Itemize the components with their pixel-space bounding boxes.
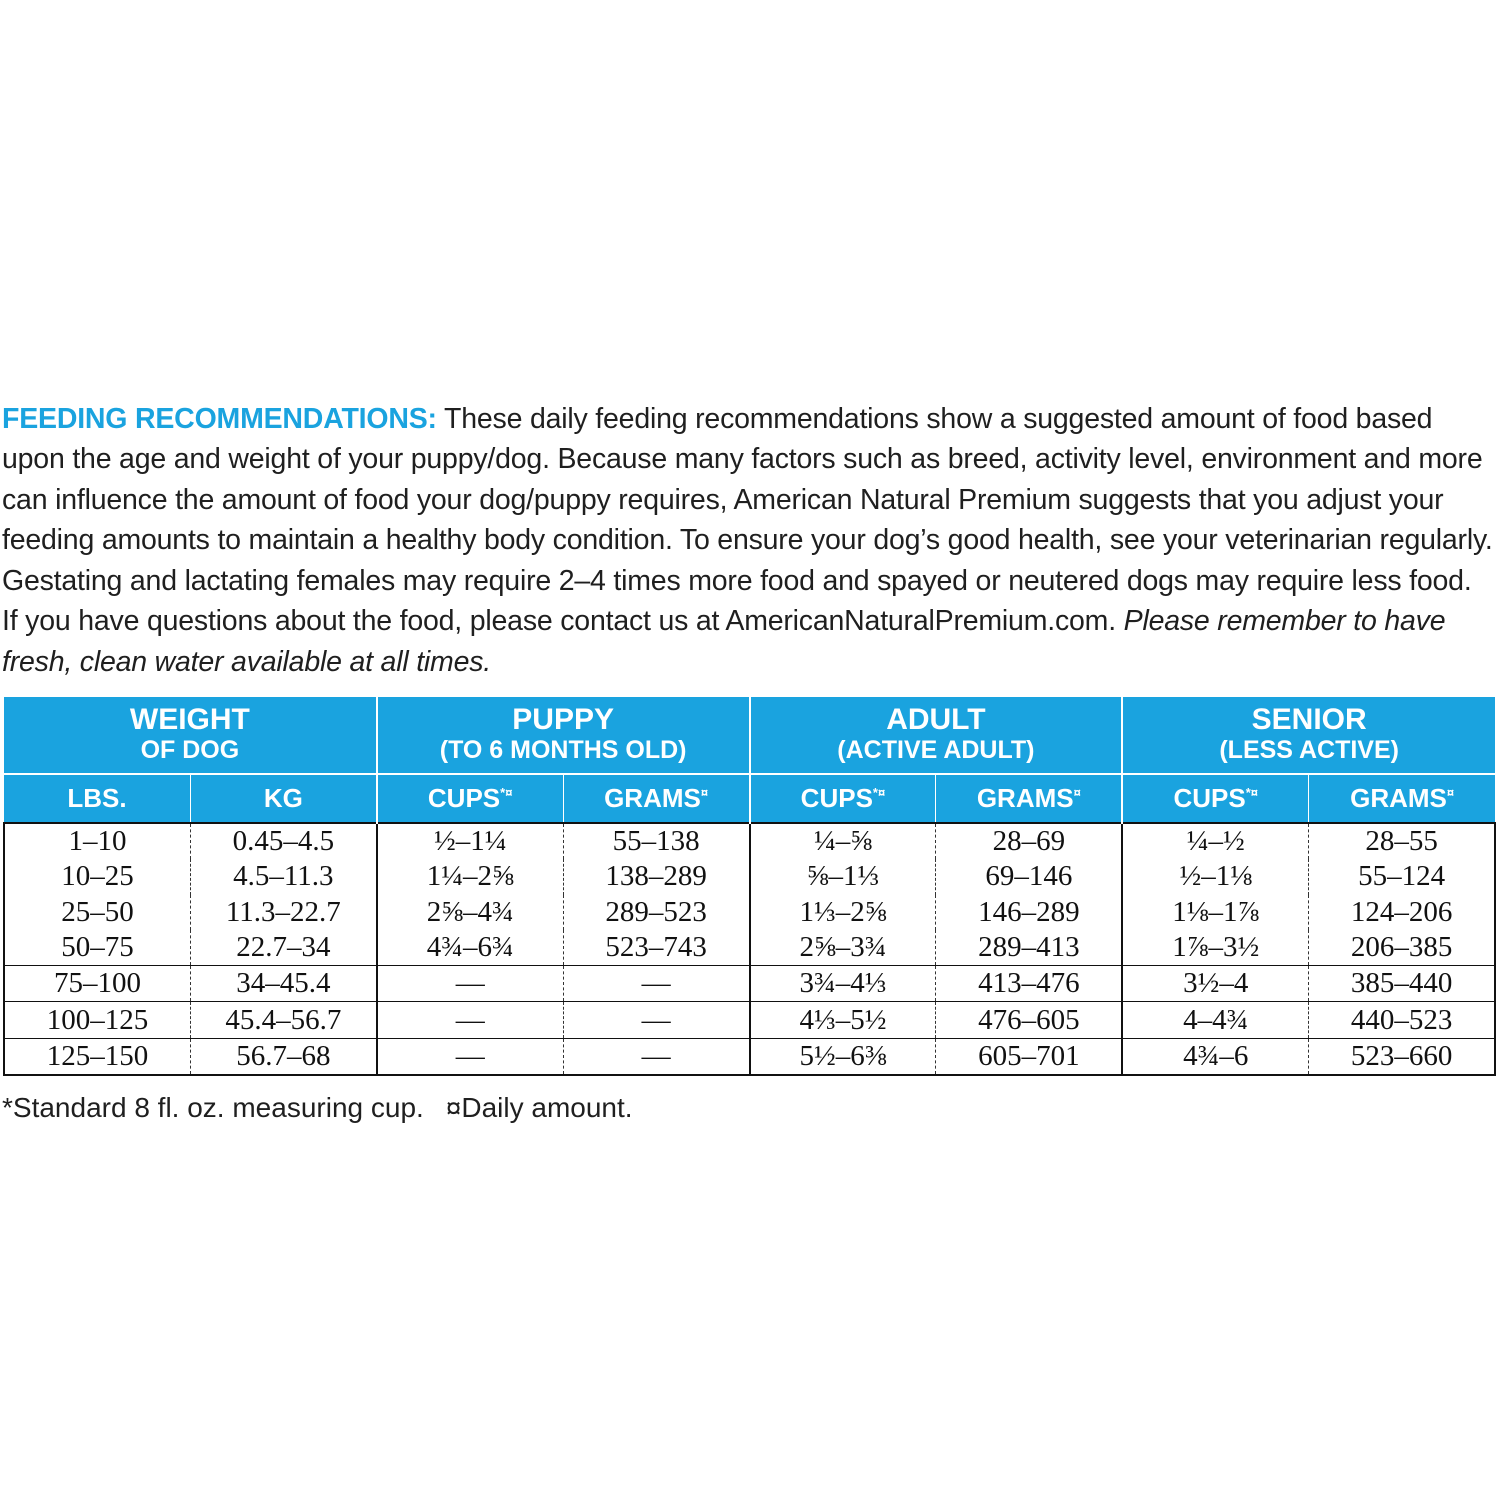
table-cell: 75–100 bbox=[4, 966, 190, 1002]
table-cell: ⅝–1⅓ bbox=[750, 859, 936, 894]
table-cell: — bbox=[377, 1002, 563, 1038]
table-cell: — bbox=[563, 1038, 749, 1075]
column-header-row bbox=[4, 774, 1495, 823]
table-row bbox=[4, 859, 1495, 894]
table-cell: 25–50 bbox=[4, 895, 190, 930]
table-cell: 124–206 bbox=[1309, 895, 1495, 930]
table-cell: 289–413 bbox=[936, 930, 1122, 966]
table-cell: 523–743 bbox=[563, 930, 749, 966]
column-mark: *¤ bbox=[500, 785, 513, 800]
column-header-lbs bbox=[4, 774, 190, 823]
column-header-senior-cups bbox=[1122, 774, 1308, 823]
table-cell: 385–440 bbox=[1309, 966, 1495, 1002]
group-title: SENIOR bbox=[1251, 703, 1367, 736]
feeding-table bbox=[3, 697, 1496, 1076]
table-cell: 605–701 bbox=[936, 1038, 1122, 1075]
group-title: WEIGHT bbox=[129, 703, 250, 736]
cup-footnote: *Standard 8 fl. oz. measuring cup. bbox=[2, 1092, 424, 1123]
column-label: CUPS bbox=[1173, 783, 1246, 813]
table-row bbox=[4, 930, 1495, 966]
table-cell: 100–125 bbox=[4, 1002, 190, 1038]
column-mark: ¤ bbox=[1446, 785, 1455, 800]
column-mark: ¤ bbox=[700, 785, 709, 800]
table-cell: ¼–⅝ bbox=[750, 823, 936, 859]
column-label: GRAMS bbox=[976, 783, 1074, 813]
table-cell: 2⅝–4¾ bbox=[377, 895, 563, 930]
table-cell: 4–4¾ bbox=[1122, 1002, 1308, 1038]
table-cell: 0.45–4.5 bbox=[190, 823, 376, 859]
group-subtitle: (ACTIVE ADULT) bbox=[837, 736, 1035, 764]
table-cell: ½–1¼ bbox=[377, 823, 563, 859]
table-cell: — bbox=[563, 966, 749, 1002]
table-cell: 28–69 bbox=[936, 823, 1122, 859]
table-cell: 4.5–11.3 bbox=[190, 859, 376, 894]
table-cell: 2⅝–3¾ bbox=[750, 930, 936, 966]
column-header-kg bbox=[190, 774, 376, 823]
table-row bbox=[4, 966, 1495, 1002]
table-cell: 34–45.4 bbox=[190, 966, 376, 1002]
table-cell: — bbox=[377, 966, 563, 1002]
table-row bbox=[4, 1002, 1495, 1038]
table-cell: 1¼–2⅝ bbox=[377, 859, 563, 894]
table-cell: 4⅓–5½ bbox=[750, 1002, 936, 1038]
column-mark: *¤ bbox=[1245, 785, 1258, 800]
group-title: PUPPY bbox=[512, 703, 614, 736]
table-cell: 1–10 bbox=[4, 823, 190, 859]
column-label: GRAMS bbox=[604, 783, 701, 813]
table-cell: 146–289 bbox=[936, 895, 1122, 930]
table-cell: 289–523 bbox=[563, 895, 749, 930]
table-cell: 3½–4 bbox=[1122, 966, 1308, 1002]
table-cell: ¼–½ bbox=[1122, 823, 1308, 859]
group-header-row bbox=[4, 697, 1495, 774]
table-body bbox=[4, 823, 1495, 1075]
group-subtitle: (LESS ACTIVE) bbox=[1219, 736, 1399, 764]
table-cell: 1⅓–2⅝ bbox=[750, 895, 936, 930]
column-label: GRAMS bbox=[1350, 783, 1447, 813]
column-header-adult-grams bbox=[936, 774, 1122, 823]
column-label: LBS. bbox=[67, 783, 127, 813]
table-cell: 55–138 bbox=[563, 823, 749, 859]
feeding-body: These daily feeding recommendations show a suggested amount of food based upon the age and weight of your puppy/dog. Because many factors such as breed, activity level, environment and more can influence the amount of food your dog/puppy requires, American Natural Premium suggests that you adjust your feeding amounts to maintain a healthy body condition. To ensure your dog’s good health, see your veterinarian regularly. Gestating and lactating females may require 2–4 times more food and spayed or neutered dogs may require less food. If you have questions about the food, please contact us at AmericanNaturalPremium.com. bbox=[2, 402, 1493, 637]
group-header-puppy bbox=[377, 697, 750, 774]
column-mark: *¤ bbox=[872, 785, 886, 800]
feeding-heading: FEEDING RECOMMENDATIONS: bbox=[2, 402, 437, 435]
group-title: ADULT bbox=[886, 703, 986, 736]
table-cell: 1⅞–3½ bbox=[1122, 930, 1308, 966]
group-header-senior bbox=[1122, 697, 1495, 774]
group-subtitle: (TO 6 MONTHS OLD) bbox=[439, 736, 687, 764]
table-cell: 476–605 bbox=[936, 1002, 1122, 1038]
feeding-intro bbox=[2, 399, 1494, 683]
table-cell: 206–385 bbox=[1309, 930, 1495, 966]
table-cell: 1⅛–1⅞ bbox=[1122, 895, 1308, 930]
column-header-puppy-cups bbox=[377, 774, 563, 823]
table-cell: 4¾–6 bbox=[1122, 1038, 1308, 1075]
footnotes bbox=[2, 1092, 633, 1124]
table-cell: — bbox=[563, 1002, 749, 1038]
table-cell: 125–150 bbox=[4, 1038, 190, 1075]
table-cell: 22.7–34 bbox=[190, 930, 376, 966]
column-label: KG bbox=[263, 783, 303, 813]
table-cell: — bbox=[377, 1038, 563, 1075]
table-cell: 50–75 bbox=[4, 930, 190, 966]
column-header-puppy-grams bbox=[563, 774, 749, 823]
column-label: CUPS bbox=[800, 783, 873, 813]
table-cell: 440–523 bbox=[1309, 1002, 1495, 1038]
table-cell: 69–146 bbox=[936, 859, 1122, 894]
table-cell: 45.4–56.7 bbox=[190, 1002, 376, 1038]
table-cell: 10–25 bbox=[4, 859, 190, 894]
table-cell: ½–1⅛ bbox=[1122, 859, 1308, 894]
group-header-adult bbox=[750, 697, 1123, 774]
column-mark: ¤ bbox=[1073, 785, 1081, 800]
group-subtitle: OF DOG bbox=[140, 736, 240, 764]
column-header-senior-grams bbox=[1309, 774, 1495, 823]
group-header-weight bbox=[4, 697, 377, 774]
table-cell: 55–124 bbox=[1309, 859, 1495, 894]
table-cell: 4¾–6¾ bbox=[377, 930, 563, 966]
table-row bbox=[4, 823, 1495, 859]
column-header-adult-cups bbox=[750, 774, 936, 823]
water-reminder: Please remember to have fresh, clean water available at all times. bbox=[2, 605, 1446, 678]
table-row bbox=[4, 895, 1495, 930]
table-cell: 28–55 bbox=[1309, 823, 1495, 859]
table-cell: 56.7–68 bbox=[190, 1038, 376, 1075]
table-cell: 523–660 bbox=[1309, 1038, 1495, 1075]
table-cell: 413–476 bbox=[936, 966, 1122, 1002]
table-cell: 5½–6⅜ bbox=[750, 1038, 936, 1075]
daily-footnote: ¤Daily amount. bbox=[445, 1092, 633, 1123]
table-row bbox=[4, 1038, 1495, 1075]
table-cell: 3¾–4⅓ bbox=[750, 966, 936, 1002]
table-cell: 11.3–22.7 bbox=[190, 895, 376, 930]
table-cell: 138–289 bbox=[563, 859, 749, 894]
column-label: CUPS bbox=[427, 783, 501, 813]
